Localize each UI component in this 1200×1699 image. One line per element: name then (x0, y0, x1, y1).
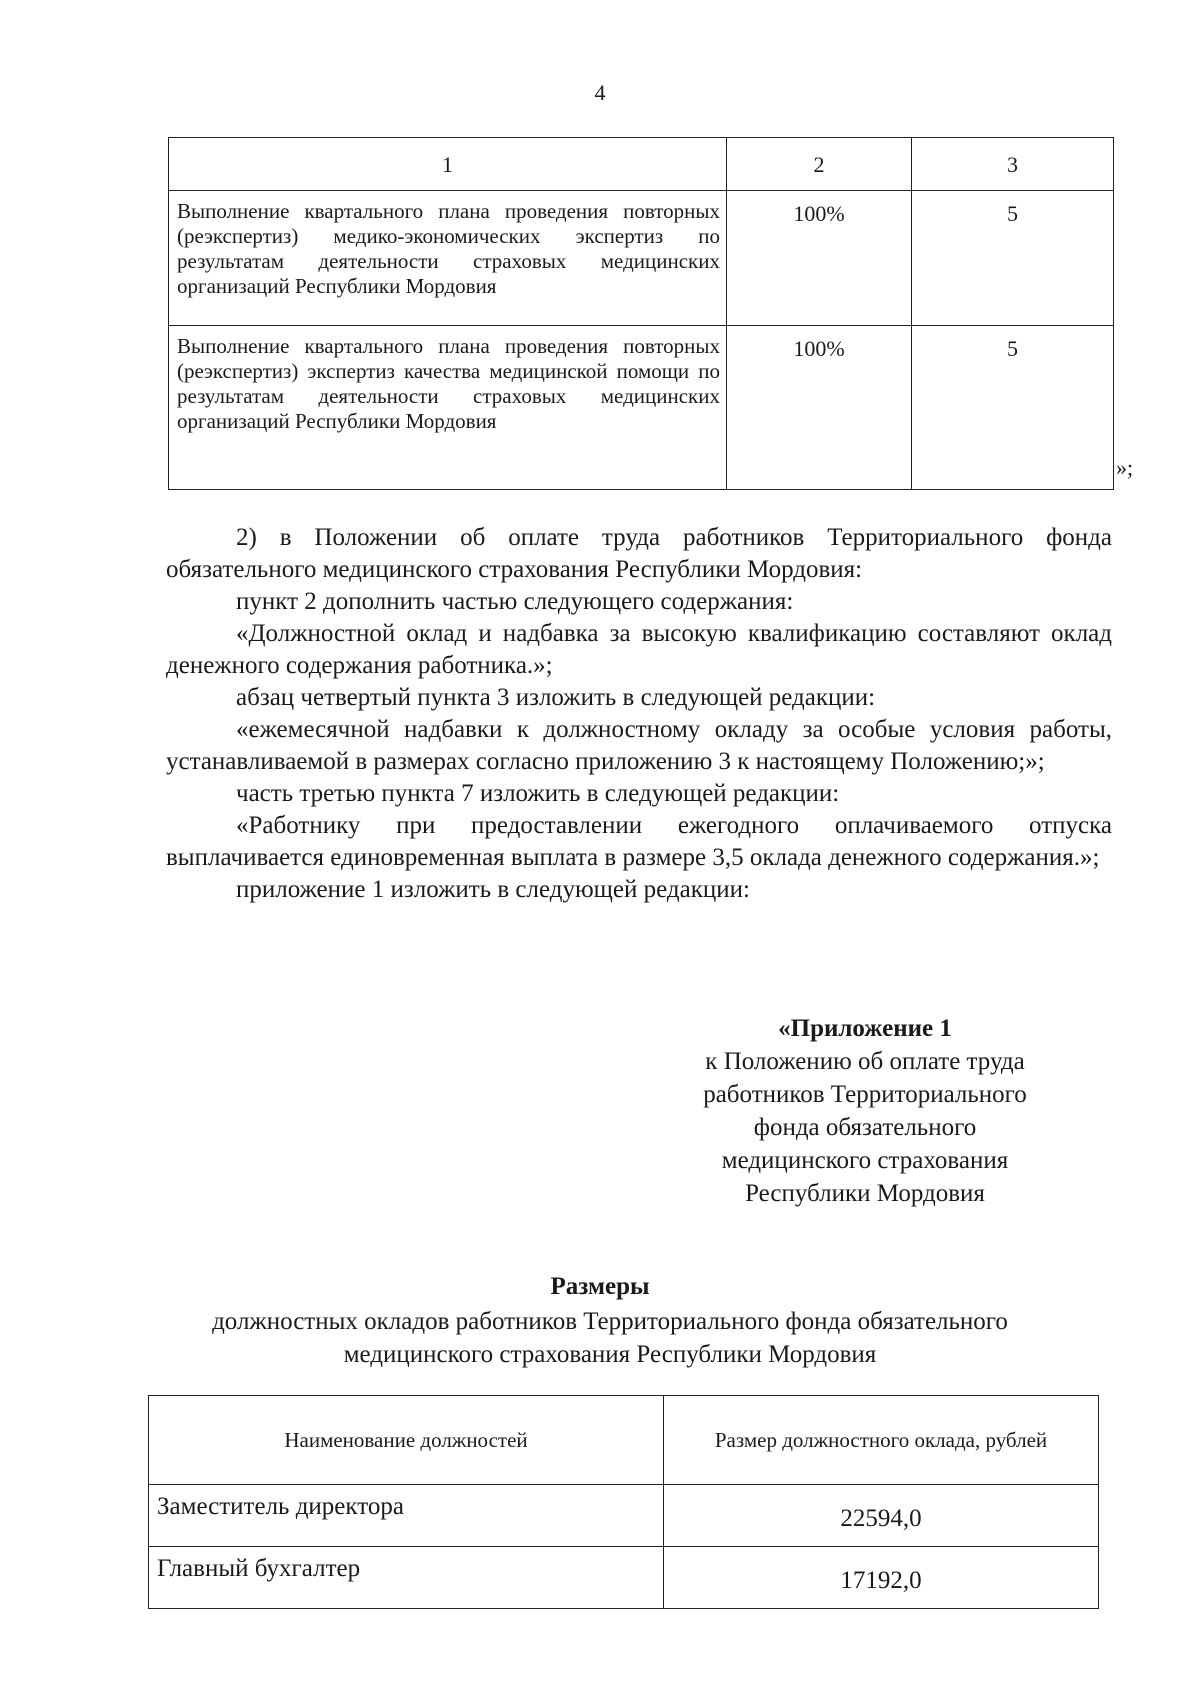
sizes-title: Размеры (550, 1273, 650, 1300)
appendix-line: медицинского страхования (721, 1147, 1009, 1174)
salary-amount: 17192,0 (664, 1547, 1099, 1609)
salary-table-header (149, 1396, 1099, 1485)
document-body (166, 522, 1112, 906)
paragraph: «Должностной оклад и надбавка за высокую квалификацию составляют оклад денежного содержания работника.»; (166, 620, 1112, 679)
criteria-value: 100% (727, 191, 912, 326)
appendix-line: к Положению об оплате труда (705, 1048, 1025, 1075)
criteria-points: 5 (912, 191, 1114, 326)
salary-header-amount: Размер должностного оклада, рублей (664, 1396, 1099, 1485)
paragraph: «ежемесячной надбавки к должностному окладу за особые условия работы, устанавливаемой в размерах согласно приложению 3 к настоящему Положению;»; (166, 716, 1112, 775)
table-row (149, 1547, 1099, 1609)
criteria-value: 100% (727, 326, 912, 490)
paragraph: пункт 2 дополнить частью следующего содержания: (236, 588, 794, 615)
appendix-heading (640, 1012, 1090, 1210)
criteria-description: Выполнение квартального плана проведения повторных (реэкспертиз) экспертиз качества медицинской помощи по результатам деятельности страховых медицинских организаций Республики Мордовия (169, 326, 727, 490)
table-row (169, 191, 1114, 326)
salary-position: Главный бухгалтер (149, 1547, 664, 1609)
criteria-table-header (169, 138, 1114, 191)
table-row (149, 1485, 1099, 1547)
criteria-header-col-1: 1 (169, 138, 727, 191)
salary-position: Заместитель директора (149, 1485, 664, 1547)
criteria-description: Выполнение квартального плана проведения повторных (реэкспертиз) медико-экономических экспертиз по результатам деятельности страховых медицинских организаций Республики Мордовия (169, 191, 727, 326)
appendix-title: «Приложение 1 (778, 1015, 952, 1042)
criteria-header-col-3: 3 (912, 138, 1114, 191)
appendix-line: работников Территориального (703, 1081, 1027, 1108)
table-row (169, 326, 1114, 490)
paragraph: приложение 1 изложить в следующей редакции: (236, 876, 750, 903)
salary-amount: 22594,0 (664, 1485, 1099, 1547)
page-number: 4 (594, 80, 606, 105)
paragraph: 2) в Положении об оплате труда работников Территориального фонда обязательного медицинского страхования Республики Мордовия: (166, 524, 1112, 583)
paragraph: часть третью пункта 7 изложить в следующей редакции: (236, 780, 840, 807)
criteria-points: 5 (912, 326, 1114, 490)
sizes-subtitle: должностных окладов работников Территориального фонда обязательного медицинского страхования Республики Мордовия (212, 1308, 1008, 1368)
appendix-line: фонда обязательного (753, 1114, 977, 1141)
closing-quote-mark: »; (1116, 455, 1134, 480)
salary-table (148, 1395, 1099, 1609)
appendix-line: Республики Мордовия (745, 1180, 985, 1207)
criteria-table (168, 137, 1114, 490)
criteria-header-col-2: 2 (727, 138, 912, 191)
paragraph: абзац четвертый пункта 3 изложить в следующей редакции: (236, 684, 876, 711)
paragraph: «Работнику при предоставлении ежегодного оплачиваемого отпуска выплачивается единовременная выплата в размере 3,5 оклада денежного содержания.»; (166, 812, 1112, 871)
salary-header-position: Наименование должностей (149, 1396, 664, 1485)
